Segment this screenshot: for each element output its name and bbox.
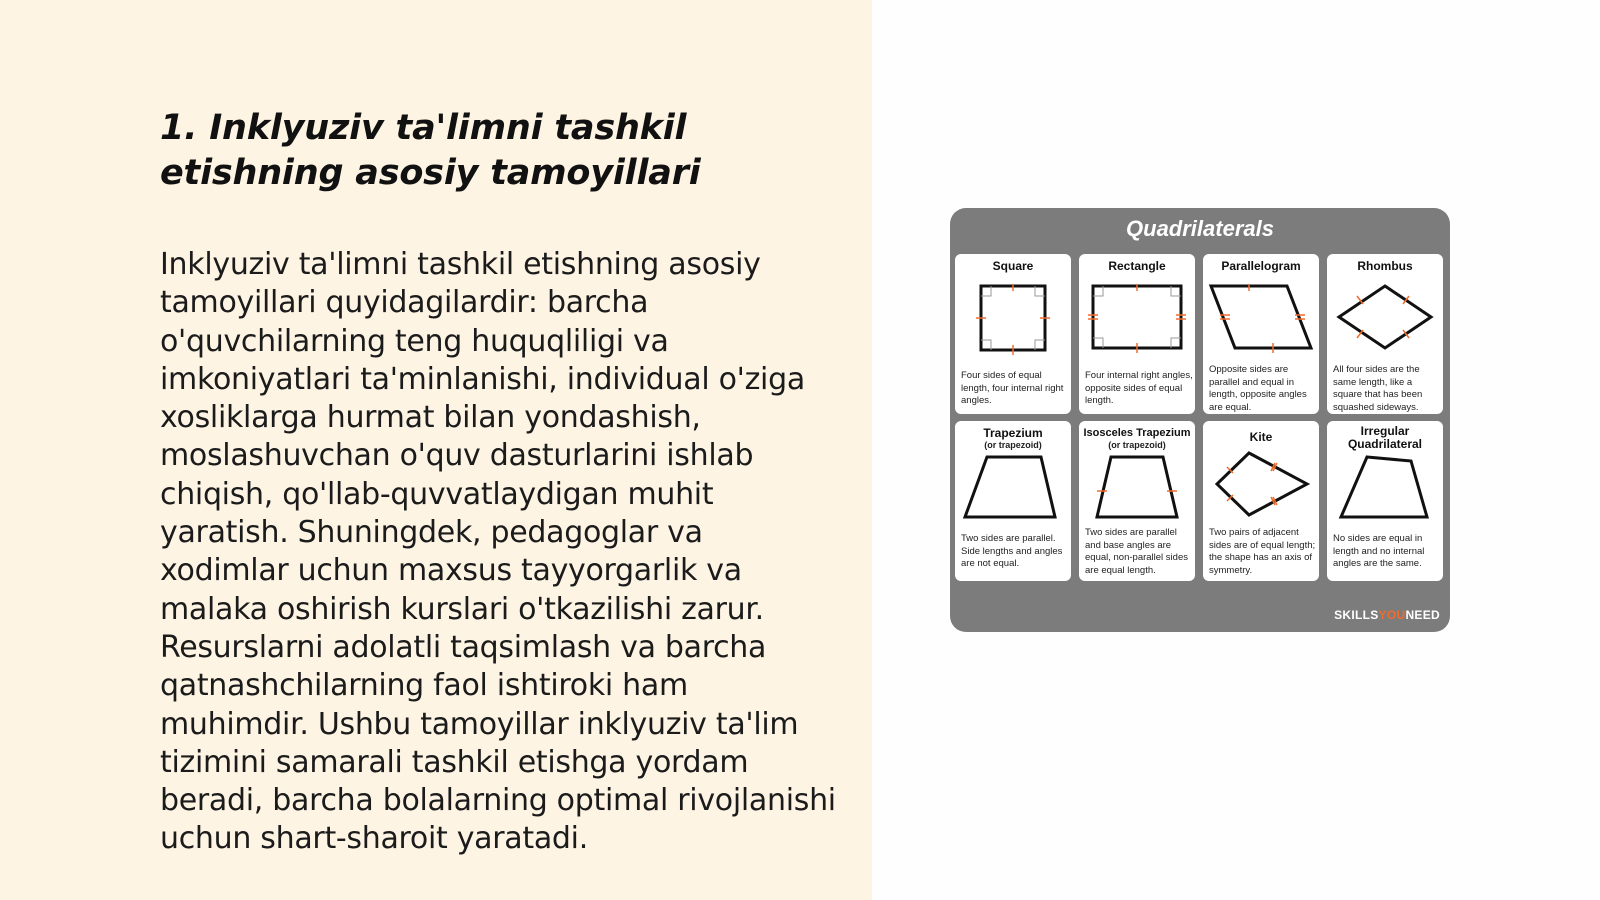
card-subtitle: (or trapezoid): [984, 440, 1042, 450]
card-desc: All four sides are the same length, like a square that has been squashed sideways.: [1333, 364, 1423, 413]
slide-title: 1. Inklyuziv ta'limni tashkil etishning asosiy tamoyillari: [160, 108, 701, 193]
poster-title: Quadrilaterals: [1126, 216, 1274, 241]
slide-body-text: Inklyuziv ta'limni tashkil etishning asosiy tamoyillari quyidagilardir: barcha o'quvchilarning teng huquqliligi va imkoniyatlari ta'minlanishi, individual o'ziga xosliklarga hurmat bilan yondashish, moslashuvchan o'quv dasturlarini ishlab chiqish, qo'llab-quvvatlaydigan muhit yaratish. Shuningdek, pedagoglar va xodimlar uchun maxsus tayyorgarlik va malaka oshirish kurslari o'tkazilishi zarur. Resurslarni adolatli taqsimlash va barcha qatnashchilarning faol ishtiroki ham muhimdir. Ushbu tamoyillar inklyuziv ta'lim tizimini samarali tashkil etishga yordam beradi, barcha bolalarning optimal rivojlanishi uchun shart-sharoit yaratadi.: [160, 247, 836, 857]
card-desc: Two sides are parallel and base angles are equal, non-parallel sides are equal length.: [1085, 527, 1188, 576]
card-desc: No sides are equal in length and no internal angles are the same.: [1333, 533, 1425, 569]
irregular-quadrilateral-shape-icon: [1327, 451, 1443, 531]
kite-shape-icon: [1203, 451, 1319, 531]
card-desc: Two pairs of adjacent sides are of equal length; the shape has an axis of symmetry.: [1209, 527, 1316, 576]
card-desc: Two sides are parallel. Side lengths and angles are not equal.: [961, 533, 1063, 569]
card-desc: Opposite sides are parallel and equal in length, opposite angles are equal.: [1209, 364, 1307, 413]
card-rhombus: [1327, 254, 1443, 414]
card-desc: Four internal right angles, opposite sides of equal length.: [1085, 370, 1193, 406]
brand-logo-part: NEED: [1405, 608, 1440, 622]
square-shape-icon: [955, 284, 1071, 364]
rectangle-shape-icon: [1079, 284, 1195, 364]
card-irregular-quadrilateral: [1327, 421, 1443, 581]
rhombus-shape-icon: [1327, 284, 1443, 364]
card-kite: [1203, 421, 1319, 581]
card-title: Rectangle: [1108, 259, 1166, 273]
card-desc: Four sides of equal length, four internal right angles.: [961, 370, 1064, 406]
card-title: Rhombus: [1357, 259, 1413, 273]
card-title: Square: [992, 259, 1034, 273]
card-title: Isosceles Trapezium: [1083, 427, 1191, 439]
card-title: Kite: [1249, 430, 1273, 444]
trapezium-shape-icon: [955, 451, 1071, 531]
card-isosceles-trapezium: [1079, 421, 1195, 581]
brand-logo: [1334, 608, 1440, 622]
card-rectangle: [1079, 254, 1195, 414]
card-subtitle: (or trapezoid): [1108, 440, 1166, 450]
parallelogram-shape-icon: [1203, 284, 1319, 364]
card-title: Trapezium: [983, 426, 1043, 440]
card-trapezium: [955, 421, 1071, 581]
card-square: [955, 254, 1071, 414]
card-parallelogram: [1203, 254, 1319, 414]
card-title: Irregular Quadrilateral: [1347, 424, 1422, 451]
card-title: Parallelogram: [1221, 259, 1301, 273]
brand-logo-part: SKILLS: [1334, 608, 1379, 622]
quadrilaterals-poster: [950, 208, 1450, 632]
isosceles-trapezium-shape-icon: [1079, 451, 1195, 531]
brand-logo-part: YOU: [1378, 608, 1406, 622]
